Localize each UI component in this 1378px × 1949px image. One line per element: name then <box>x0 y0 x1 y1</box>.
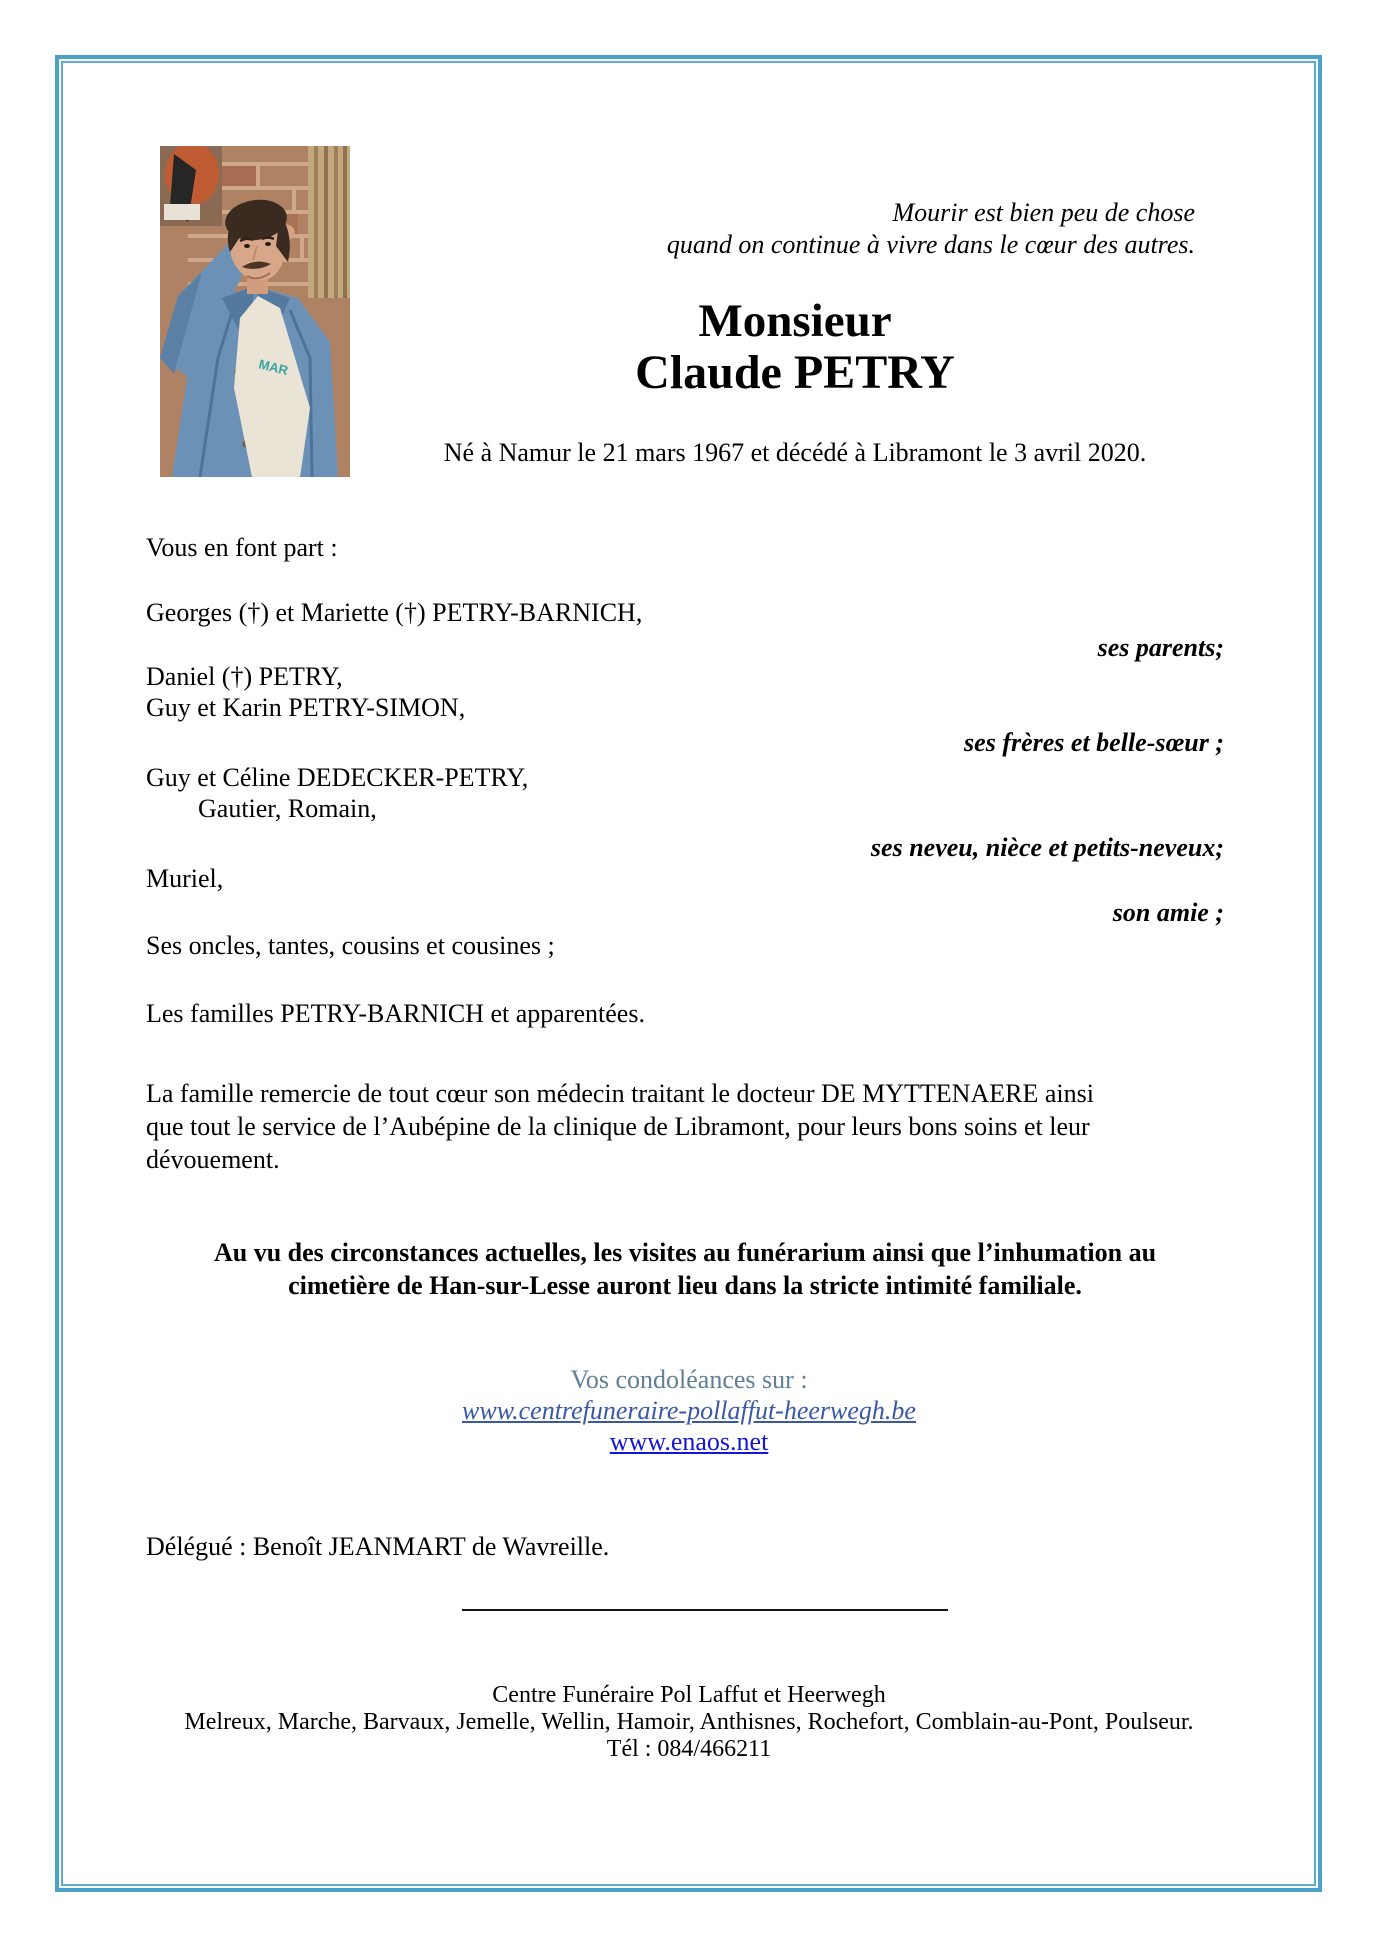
svg-text:MAR: MAR <box>257 356 290 379</box>
thanks-paragraph <box>146 1077 1238 1176</box>
portrait-photo <box>160 146 350 477</box>
family-line-friend: Muriel, <box>146 864 224 893</box>
condolences-link-enaos[interactable]: www.enaos.net <box>609 1427 769 1456</box>
relation-brothers: ses frères et belle-sœur ; <box>964 728 1224 757</box>
deceased-name: Claude PETRY <box>635 346 955 399</box>
announcement-intro: Vous en font part : <box>146 533 338 562</box>
thanks-line-1: La famille remercie de tout cœur son médecin traitant le docteur DE MYTTENAERE ainsi <box>146 1079 1094 1108</box>
condolences-block <box>146 1364 1232 1457</box>
condolences-label: Vos condoléances sur : <box>570 1365 808 1394</box>
relation-nephews: ses neveu, nièce et petits-neveux; <box>870 833 1224 862</box>
epitaph-line-2: quand on continue à vivre dans le cœur des autres. <box>666 230 1195 259</box>
notice-line-1: Au vu des circonstances actuelles, les visites au funérarium ainsi que l’inhumation au <box>213 1238 1157 1267</box>
life-dates: Né à Namur le 21 mars 1967 et décédé à Libramont le 3 avril 2020. <box>443 438 1147 467</box>
relation-friend: son amie ; <box>1112 898 1224 927</box>
family-line-brother-1: Daniel (†) PETRY, <box>146 662 343 691</box>
family-line-brother-2: Guy et Karin PETRY-SIMON, <box>146 693 466 722</box>
funeral-home-footer <box>0 1682 1378 1763</box>
relation-parents: ses parents; <box>1097 633 1224 662</box>
funeral-home-locations: Melreux, Marche, Barvaux, Jemelle, Wellin, Hamoir, Anthisnes, Rochefort, Comblain-au-Pont, Poulseur. <box>184 1709 1194 1735</box>
family-line-families: Les familles PETRY-BARNICH et apparentées. <box>146 999 645 1028</box>
family-line-parents: Georges (†) et Mariette (†) PETRY-BARNICH, <box>146 598 643 627</box>
family-line-extended: Ses oncles, tantes, cousins et cousines ; <box>146 931 555 960</box>
epitaph <box>667 197 1195 261</box>
funeral-home-name: Centre Funéraire Pol Laffut et Heerwegh <box>492 1682 886 1708</box>
condolences-link-primary[interactable]: www.centrefuneraire-pollaffut-heerwegh.be <box>462 1396 916 1425</box>
salutation: Monsieur <box>698 295 892 347</box>
portrait-photo-art <box>160 146 350 477</box>
funeral-home-phone: Tél : 084/466211 <box>606 1736 772 1762</box>
family-line-nephews-1: Guy et Céline DEDECKER-PETRY, <box>146 763 529 792</box>
thanks-line-3: dévouement. <box>146 1145 280 1174</box>
funeral-notice <box>146 1236 1224 1302</box>
thanks-line-2: que tout le service de l’Aubépine de la clinique de Libramont, pour leurs bons soins et leur <box>146 1112 1090 1141</box>
family-line-nephews-2: Gautier, Romain, <box>198 794 377 823</box>
signature-line <box>462 1609 948 1611</box>
notice-line-2: cimetière de Han-sur-Lesse auront lieu dans la stricte intimité familiale. <box>288 1271 1082 1300</box>
delegate-line: Délégué : Benoît JEANMART de Wavreille. <box>146 1532 610 1561</box>
epitaph-line-1: Mourir est bien peu de chose <box>892 198 1195 227</box>
